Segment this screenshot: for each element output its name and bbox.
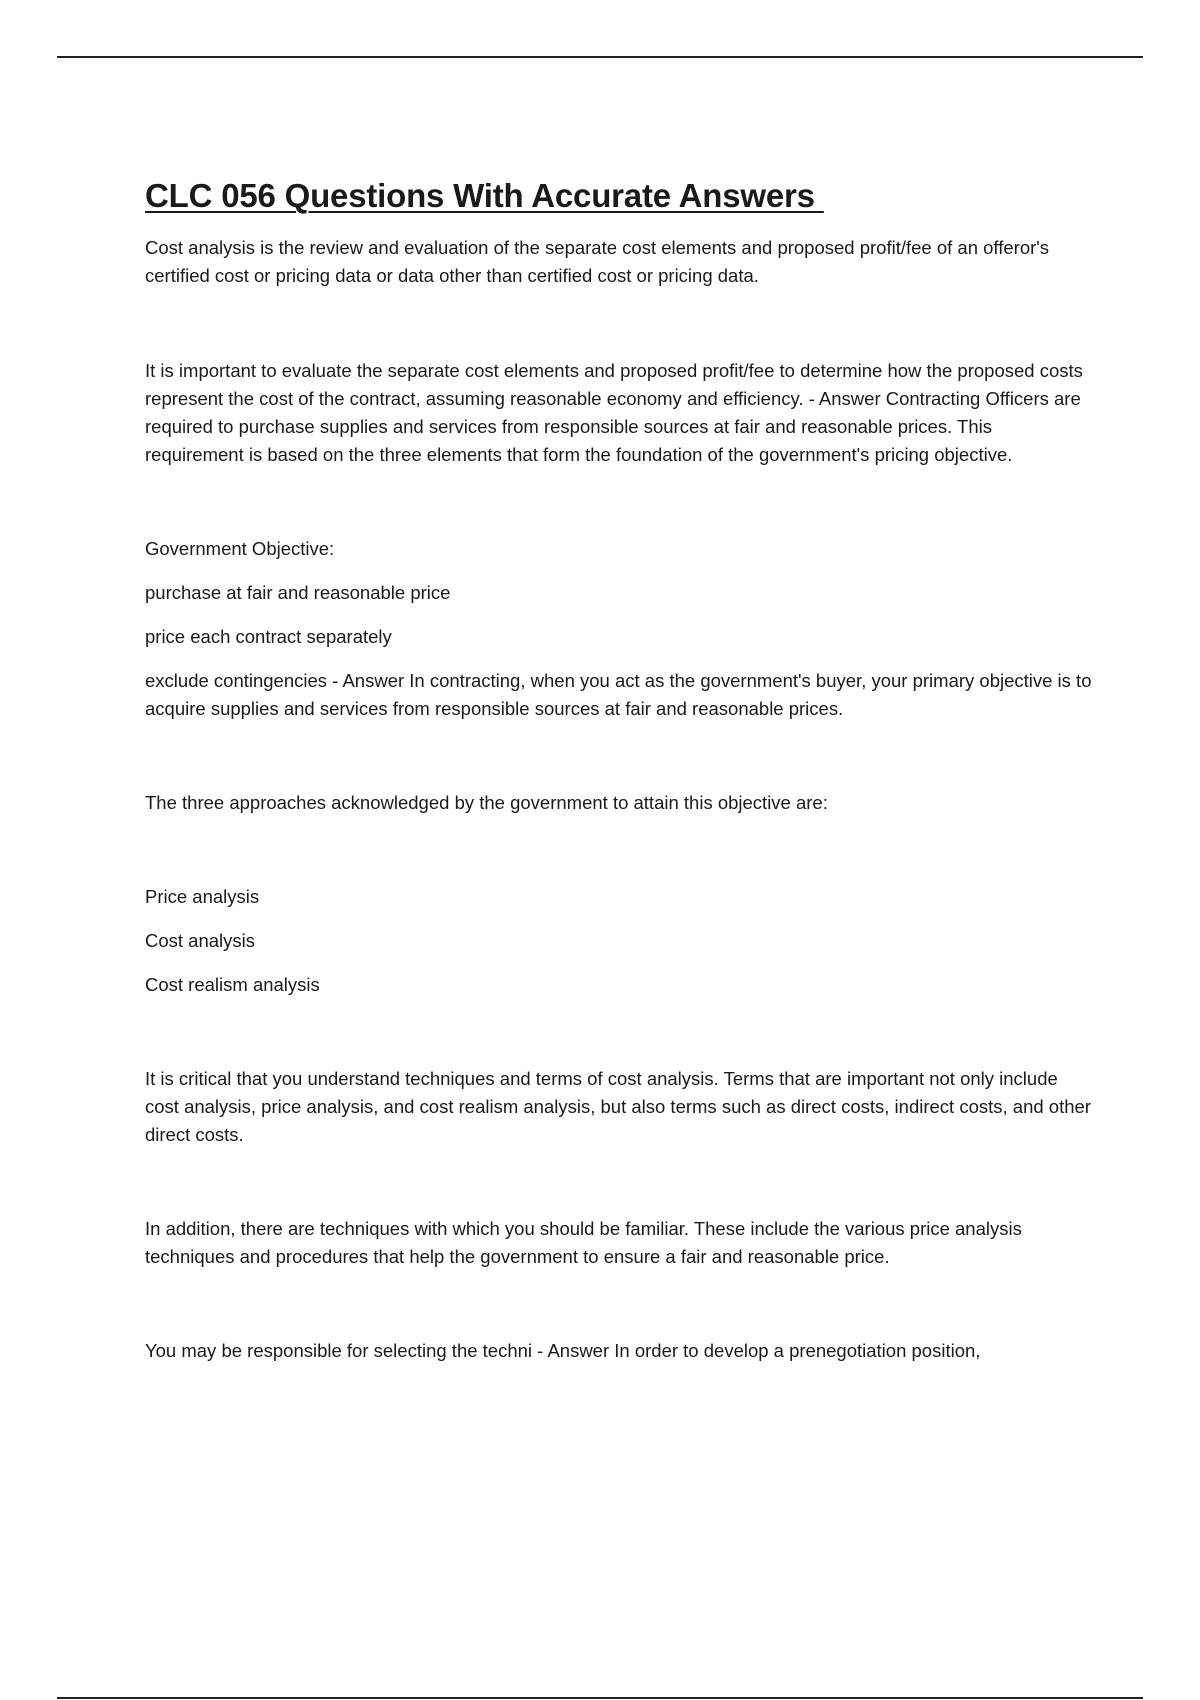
list-item: purchase at fair and reasonable price [145, 582, 451, 603]
list-item: Price analysis [145, 886, 260, 907]
paragraph-government-objective-heading: Government Objective: [145, 538, 335, 559]
paragraph-critical-techniques: It is critical that you understand techniques and terms of cost analysis. Terms that are important not only include cost analysis, price analysis, and cost realism analysis, but also terms such as direct costs, indirect costs, and other direct costs. [145, 1068, 1091, 1145]
document-body [145, 176, 1095, 1365]
list-item: price each contract separately [145, 626, 392, 647]
list-item: Cost analysis [145, 930, 256, 951]
paragraph-cost-analysis-definition: Cost analysis is the review and evaluation of the separate cost elements and proposed profit/fee of an offeror's certified cost or pricing data or data other than certified cost or pricing data. [145, 237, 1050, 286]
paragraph-evaluate-cost-elements: It is important to evaluate the separate cost elements and proposed profit/fee to determine how the proposed costs represent the cost of the contract, assuming reasonable economy and efficiency. - Answer Contracting Officers are required to purchase supplies and services from responsible sources at fair and reasonable prices. This requirement is based on the three elements that form the foundation of the government's pricing objective. [145, 360, 1083, 465]
footer-rule [57, 1697, 1143, 1699]
document-title: CLC 056 Questions With Accurate Answers [145, 177, 824, 214]
paragraph-three-approaches: The three approaches acknowledged by the government to attain this objective are: [145, 792, 828, 813]
header-rule [57, 56, 1143, 58]
list-item: Cost realism analysis [145, 974, 320, 995]
paragraph-exclude-contingencies: exclude contingencies - Answer In contracting, when you act as the government's buyer, your primary objective is to acquire supplies and services from responsible sources at fair and reasonable prices. [145, 670, 1092, 719]
paragraph-in-addition: In addition, there are techniques with which you should be familiar. These include the various price analysis techniques and procedures that help the government to ensure a fair and reasonable price. [145, 1218, 1022, 1267]
paragraph-selecting-technique: You may be responsible for selecting the techni - Answer In order to develop a prenegotiation position, [145, 1340, 981, 1361]
